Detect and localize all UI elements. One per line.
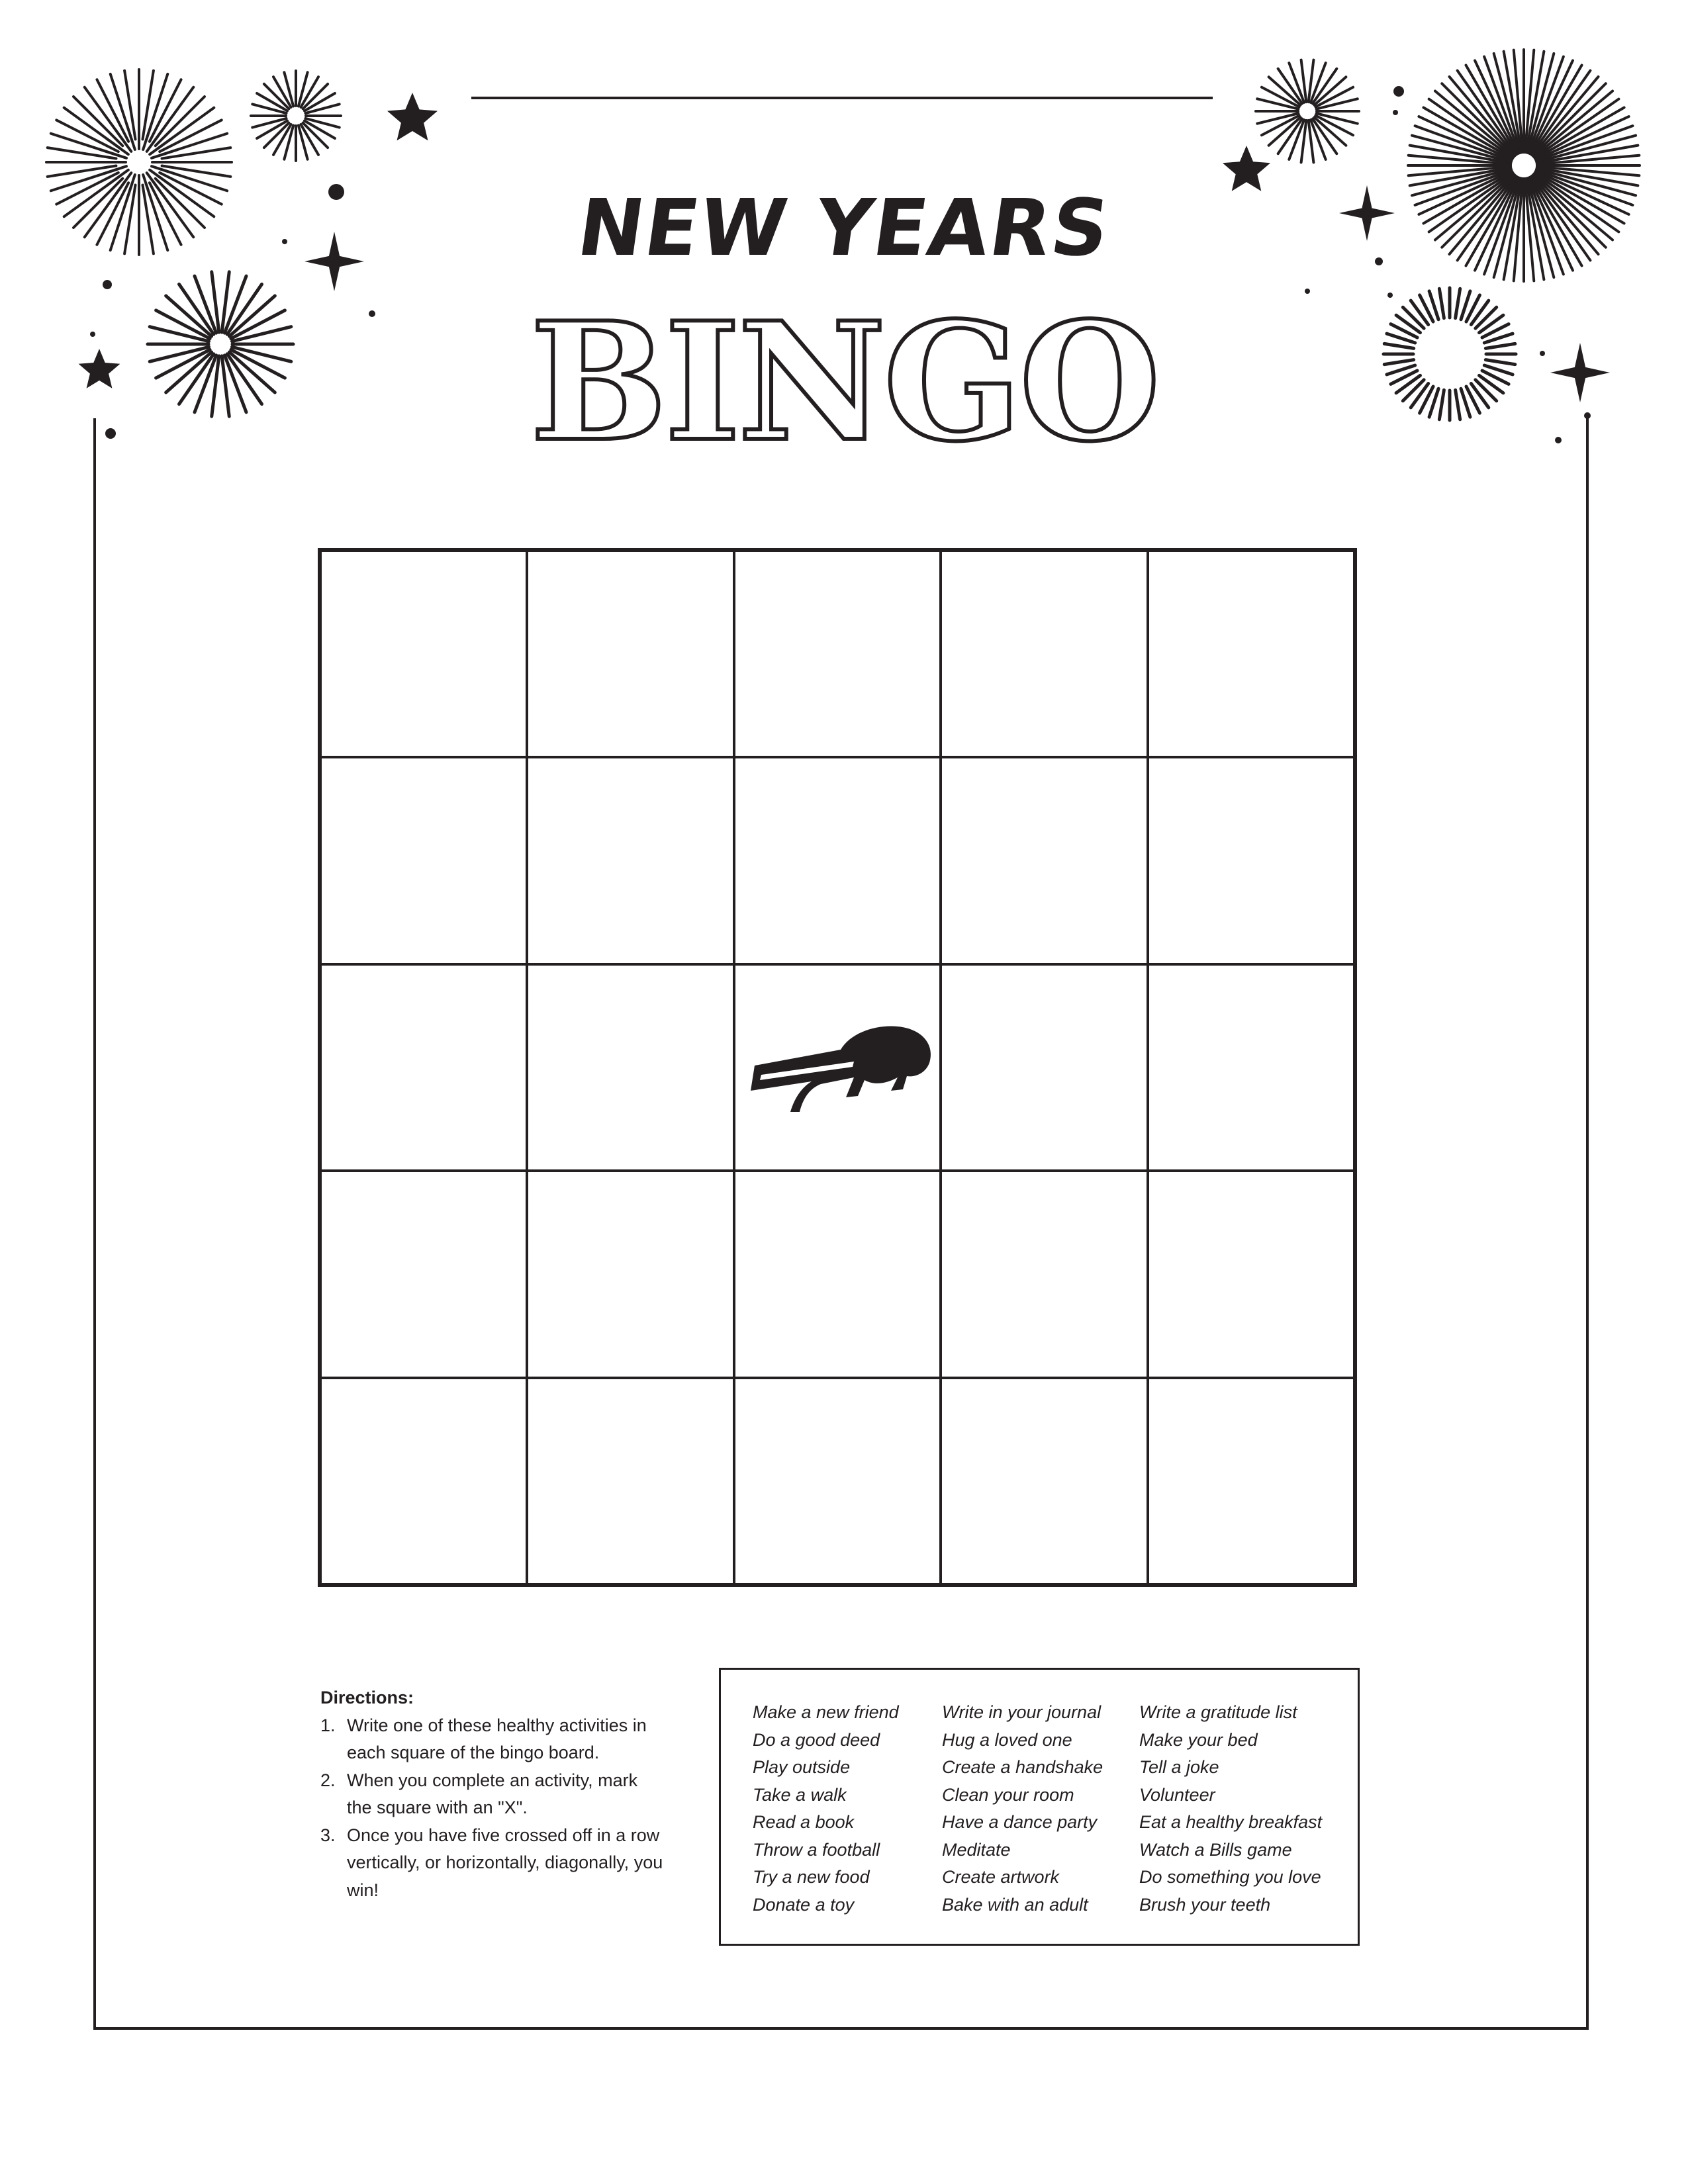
activity-column-2 <box>942 1699 1103 1919</box>
bingo-cell[interactable] <box>941 551 1147 757</box>
activity-item: Write in your journal <box>942 1702 1102 1722</box>
activity-column-3 <box>1139 1699 1322 1919</box>
direction-text: Write one of these healthy activities in each square of the bingo board. <box>347 1715 647 1762</box>
bingo-cell[interactable] <box>734 551 941 757</box>
bingo-cell[interactable] <box>320 1171 527 1377</box>
title-bingo: BINGO <box>530 287 1158 477</box>
bingo-cell[interactable] <box>941 1378 1147 1584</box>
activity-item: Take a walk <box>753 1784 847 1805</box>
activity-item: Create a handshake <box>942 1757 1103 1777</box>
activity-item: Hug a loved one <box>942 1729 1072 1750</box>
activity-item: Donate a toy <box>753 1894 855 1915</box>
bingo-cell[interactable] <box>1148 757 1354 964</box>
bingo-cell[interactable] <box>941 757 1147 964</box>
directions-section <box>320 1684 665 1904</box>
activity-item: Make your bed <box>1139 1729 1258 1750</box>
buffalo-logo-icon <box>741 1011 933 1124</box>
bingo-cell-free[interactable] <box>734 964 941 1171</box>
direction-text: When you complete an activity, mark the square with an "X". <box>347 1770 638 1817</box>
activity-item: Watch a Bills game <box>1139 1839 1292 1860</box>
activity-item: Create artwork <box>942 1867 1060 1887</box>
direction-text: Once you have five crossed off in a row vertically, or horizontally, diagonally, you win! <box>347 1825 663 1900</box>
bingo-cell[interactable] <box>1148 1171 1354 1377</box>
activity-item: Play outside <box>753 1757 851 1777</box>
activity-item: Brush your teeth <box>1139 1894 1271 1915</box>
direction-item-2 <box>320 1767 665 1822</box>
bingo-cell[interactable] <box>941 964 1147 1171</box>
activity-column-1 <box>753 1699 899 1919</box>
bingo-cell[interactable] <box>320 1378 527 1584</box>
activity-item: Read a book <box>753 1812 855 1832</box>
activity-item: Have a dance party <box>942 1812 1098 1832</box>
direction-number: 3. <box>320 1825 336 1845</box>
bingo-cell[interactable] <box>320 757 527 964</box>
bingo-cell[interactable] <box>527 964 733 1171</box>
direction-item-1 <box>320 1712 665 1767</box>
bingo-cell[interactable] <box>527 1171 733 1377</box>
bingo-cell[interactable] <box>734 1378 941 1584</box>
activity-item: Do something you love <box>1139 1867 1321 1887</box>
direction-item-3 <box>320 1822 665 1905</box>
title-new-years: NEW YEARS <box>572 182 1116 273</box>
activity-list-box <box>719 1668 1360 1946</box>
bingo-cell[interactable] <box>320 551 527 757</box>
direction-number: 2. <box>320 1770 336 1790</box>
activity-item: Try a new food <box>753 1867 870 1887</box>
activity-item: Volunteer <box>1139 1784 1215 1805</box>
bingo-cell[interactable] <box>734 757 941 964</box>
bingo-cell[interactable] <box>527 551 733 757</box>
bingo-cell[interactable] <box>320 964 527 1171</box>
bingo-cell[interactable] <box>1148 964 1354 1171</box>
bingo-cell[interactable] <box>527 757 733 964</box>
activity-item: Meditate <box>942 1839 1011 1860</box>
activity-item: Write a gratitude list <box>1139 1702 1297 1722</box>
activity-item: Throw a football <box>753 1839 880 1860</box>
activity-item: Do a good deed <box>753 1729 880 1750</box>
activity-item: Tell a joke <box>1139 1757 1219 1777</box>
directions-heading: Directions: <box>320 1688 414 1707</box>
activity-item: Clean your room <box>942 1784 1074 1805</box>
activity-item: Make a new friend <box>753 1702 899 1722</box>
bingo-cell[interactable] <box>1148 551 1354 757</box>
bingo-cell[interactable] <box>1148 1378 1354 1584</box>
bingo-cell[interactable] <box>941 1171 1147 1377</box>
direction-number: 1. <box>320 1715 336 1735</box>
activity-item: Bake with an adult <box>942 1894 1088 1915</box>
bingo-cell[interactable] <box>527 1378 733 1584</box>
bingo-cell[interactable] <box>734 1171 941 1377</box>
bingo-board <box>318 548 1357 1587</box>
activity-item: Eat a healthy breakfast <box>1139 1812 1323 1832</box>
